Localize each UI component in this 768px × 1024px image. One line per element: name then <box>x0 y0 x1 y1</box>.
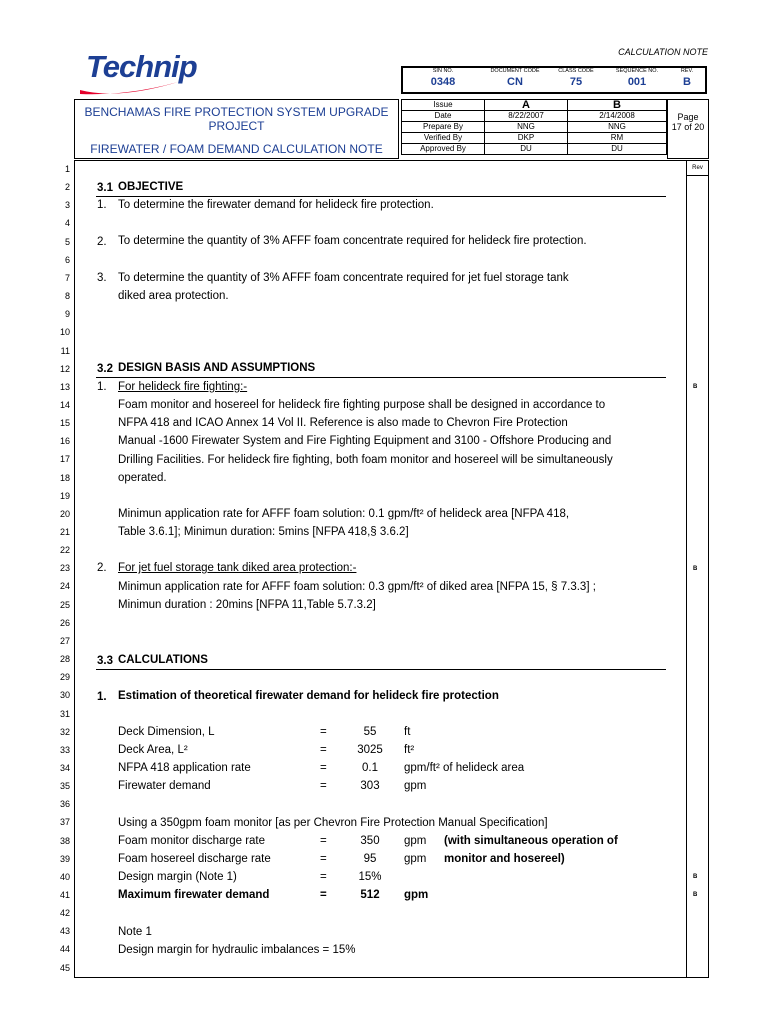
calc-value: 3025 <box>357 744 383 757</box>
calc-label: Foam monitor discharge rate <box>118 835 266 847</box>
rev-mark: B <box>693 892 698 898</box>
section-number: 3.3 <box>97 655 113 667</box>
line-number: 39 <box>59 853 70 864</box>
rev-row-label: Issue <box>402 100 485 111</box>
objective-3-cont: diked area protection. <box>118 290 229 302</box>
line-number: 8 <box>64 291 70 302</box>
basis-1-line: operated. <box>118 472 167 484</box>
calc-label: Design margin (Note 1) <box>118 871 237 884</box>
basis-2-line: Minimun application rate for AFFF foam solution: 0.3 gpm/ft² of diked area [NFPA 15, § 7.3.3] ; <box>118 581 596 593</box>
rev-cell: NNG <box>568 122 667 133</box>
objective-2: To determine the quantity of 3% AFFF foam concentrate required for helideck fire protection. <box>118 235 587 247</box>
line-number: 36 <box>59 799 70 810</box>
rev-col-a: A <box>485 100 568 111</box>
calc-unit: gpm <box>404 889 429 902</box>
calc-note: monitor and hosereel) <box>444 853 565 866</box>
rev-cell: DU <box>485 144 568 155</box>
note-title: Note 1 <box>118 926 152 938</box>
calc-unit: gpm/ft² of helideck area <box>404 762 525 775</box>
basis-1-line: NFPA 418 and ICAO Annex 14 Vol II. Reference is also made to Chevron Fire Protection <box>118 417 568 429</box>
line-number: 31 <box>59 708 70 719</box>
rev-mark: B <box>693 566 698 572</box>
rev-row-label: Date <box>402 111 485 122</box>
line-number: 22 <box>59 545 70 556</box>
calc-equals: = <box>320 853 327 866</box>
document-code-box <box>401 66 707 94</box>
line-number: 10 <box>59 327 70 338</box>
page-value: 17 of 20 <box>671 122 705 132</box>
section-rule <box>96 669 666 670</box>
rev-cell: DKP <box>485 133 568 144</box>
line-number: 41 <box>59 890 70 900</box>
calc-equals: = <box>320 889 327 902</box>
calc-equals: = <box>320 780 327 793</box>
basis-1-line: Table 3.6.1]; Minimun duration: 5mins [NFPA 418,§ 3.6.2] <box>118 526 409 538</box>
calc-label: Deck Area, L² <box>118 744 188 757</box>
line-number: 17 <box>59 454 70 465</box>
section-title: CALCULATIONS <box>118 654 208 666</box>
technip-logo <box>86 49 197 98</box>
title-box <box>74 99 399 159</box>
line-number: 45 <box>59 962 70 973</box>
basis-2-title: For jet fuel storage tank diked area protection:- <box>118 562 357 574</box>
line-number: 32 <box>59 726 70 737</box>
calc-equals: = <box>320 762 327 775</box>
calc-value: 0.1 <box>362 762 378 775</box>
note-text: Design margin for hydraulic imbalances = 15% <box>118 944 356 956</box>
line-number: 30 <box>59 690 70 701</box>
rev-cell: NNG <box>485 122 568 133</box>
calc-1-title: Estimation of theoretical firewater demand for helideck fire protection <box>118 690 499 702</box>
code-sequence: SEQUENCE NO. 001 <box>615 68 659 88</box>
list-number: 1. <box>97 691 107 703</box>
basis-1-line: Manual -1600 Firewater System and Fire Fighting Equipment and 3100 - Offshore Producing and <box>118 435 612 447</box>
line-number: 11 <box>60 345 70 356</box>
basis-1-line: Foam monitor and hosereel for helideck fire fighting purpose shall be designed in accordance to <box>118 399 606 411</box>
objective-1: To determine the firewater demand for helideck fire protection. <box>118 199 434 211</box>
calc-note: (with simultaneous operation of <box>444 835 618 847</box>
code-class: CLASS CODE 75 <box>558 68 594 88</box>
calc-label: NFPA 418 application rate <box>118 762 251 775</box>
calc-unit: gpm <box>404 853 427 866</box>
list-number: 3. <box>97 272 107 284</box>
calc-equals: = <box>320 871 327 884</box>
line-number: 15 <box>59 418 70 429</box>
line-number: 9 <box>64 309 70 320</box>
logo-swoosh-icon <box>78 78 188 100</box>
list-number: 1. <box>97 199 107 211</box>
calc-unit: ft <box>404 726 411 738</box>
list-number: 2. <box>97 236 107 248</box>
line-number: 35 <box>59 781 70 792</box>
calc-label: Foam hosereel discharge rate <box>118 853 271 866</box>
rev-row-label: Verified By <box>402 133 485 144</box>
line-number: 25 <box>59 599 70 610</box>
code-document: DOCUMENT CODE CN <box>490 68 540 88</box>
calc-unit: ft² <box>404 744 415 757</box>
calc-label: Maximum firewater demand <box>118 889 270 902</box>
page-label: Page <box>677 112 699 122</box>
rev-cell: 2/14/2008 <box>568 111 667 122</box>
calc-value: 95 <box>363 853 377 866</box>
basis-1-title: For helideck fire fighting:- <box>118 381 248 393</box>
line-number: 19 <box>59 490 70 501</box>
line-number: 27 <box>59 635 70 646</box>
calc-label: Firewater demand <box>118 780 211 793</box>
objective-3: To determine the quantity of 3% AFFF foam concentrate required for jet fuel storage tank <box>118 272 569 284</box>
calc-value: 55 <box>363 726 377 738</box>
rev-row-label: Approved By <box>402 144 485 155</box>
line-number: 33 <box>59 744 70 755</box>
line-number: 18 <box>59 472 70 483</box>
line-number: 1 <box>64 164 70 174</box>
section-title: OBJECTIVE <box>118 181 184 193</box>
calc-value: 512 <box>360 889 380 902</box>
line-number: 28 <box>59 654 70 665</box>
calc-equals: = <box>320 726 327 738</box>
line-number: 34 <box>59 762 70 773</box>
line-number: 2 <box>64 182 70 193</box>
basis-1-line: Drilling Facilities. For helideck fire fighting, both foam monitor and hosereel will be simultaneously <box>118 454 613 466</box>
line-number: 26 <box>59 617 70 628</box>
line-number: 20 <box>59 508 70 519</box>
calculation-note-label: CALCULATION NOTE <box>618 47 708 57</box>
list-number: 1. <box>97 381 107 393</box>
line-number: 16 <box>59 436 70 447</box>
calc-unit: gpm <box>404 780 427 793</box>
line-number: 3 <box>64 200 70 211</box>
calc-unit: gpm <box>404 835 427 847</box>
line-number: 5 <box>64 236 70 247</box>
line-number: 6 <box>64 254 70 265</box>
code-sin: SIN NO. 0348 <box>430 68 456 88</box>
calc-value: 15% <box>358 871 382 884</box>
basis-1-line: Minimun application rate for AFFF foam solution: 0.1 gpm/ft² of helideck area [NFPA 418, <box>118 508 570 520</box>
project-title-2: PROJECT <box>208 119 265 133</box>
line-number: 23 <box>59 563 70 574</box>
rev-mark: B <box>693 874 698 880</box>
rev-cell: DU <box>568 144 667 155</box>
calc-label: Deck Dimension, L <box>118 726 215 738</box>
page-box <box>667 99 709 159</box>
using-line: Using a 350gpm foam monitor [as per Chevron Fire Protection Manual Specification] <box>118 817 548 829</box>
line-number: 42 <box>59 908 70 919</box>
calc-equals: = <box>320 744 327 757</box>
revision-table <box>401 99 667 155</box>
calc-value: 350 <box>360 835 380 847</box>
rev-row-label: Prepare By <box>402 122 485 133</box>
list-number: 2. <box>97 562 107 574</box>
section-number: 3.1 <box>97 182 113 194</box>
basis-2-line: Minimun duration : 20mins [NFPA 11,Table 5.7.3.2] <box>118 599 376 611</box>
line-number: 14 <box>59 399 70 410</box>
calc-value: 303 <box>360 780 380 793</box>
rev-column-header: Rev <box>687 161 708 176</box>
rev-cell: RM <box>568 133 667 144</box>
line-number: 38 <box>59 835 70 846</box>
section-number: 3.2 <box>97 363 113 375</box>
section-rule <box>96 377 666 378</box>
line-number: 44 <box>59 944 70 955</box>
rev-cell: 8/22/2007 <box>485 111 568 122</box>
section-rule <box>96 196 666 197</box>
rev-mark: B <box>693 384 698 390</box>
project-title-1: BENCHAMAS FIRE PROTECTION SYSTEM UPGRADE <box>84 105 389 119</box>
code-rev: REV. B <box>680 68 694 88</box>
rev-col-b: B <box>568 100 667 111</box>
line-number: 13 <box>59 381 70 392</box>
line-number: 43 <box>59 926 70 937</box>
calc-equals: = <box>320 835 327 847</box>
line-number: 29 <box>59 672 70 683</box>
line-number: 40 <box>59 871 70 882</box>
line-number: 37 <box>59 817 70 828</box>
line-number: 24 <box>59 581 70 592</box>
line-number: 12 <box>59 363 70 374</box>
logo-text: Technip <box>86 49 197 84</box>
line-number: 4 <box>64 218 70 229</box>
rev-column-divider <box>686 160 687 978</box>
document-title: FIREWATER / FOAM DEMAND CALCULATION NOTE <box>90 142 383 156</box>
section-title: DESIGN BASIS AND ASSUMPTIONS <box>118 362 316 374</box>
line-number: 7 <box>64 272 70 283</box>
line-number: 21 <box>59 527 70 537</box>
